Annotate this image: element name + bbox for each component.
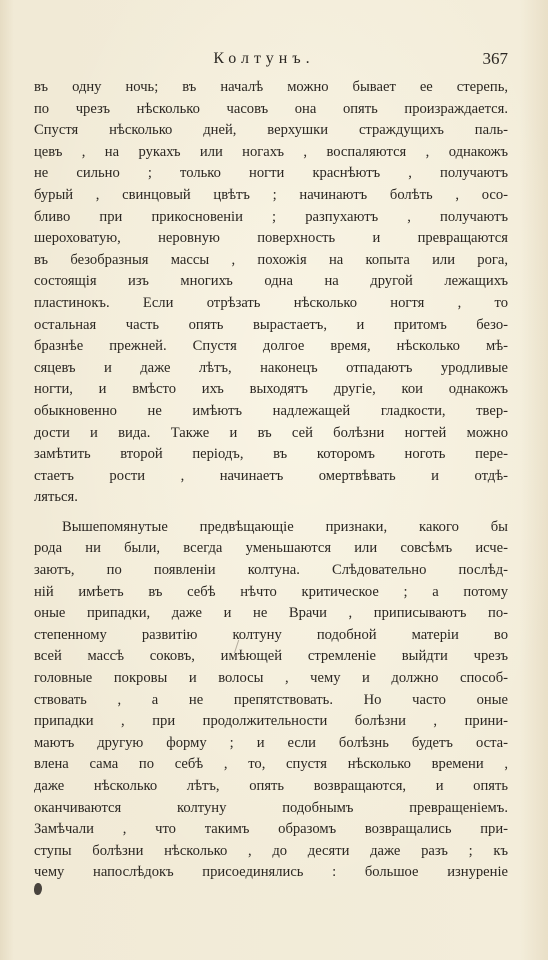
text-line: заютъ, по появленіи колтуна. Слѣдовательно послѣд- — [34, 562, 508, 579]
text-line: въ одну ночь; въ началѣ можно бывает ее стерепь, — [34, 79, 508, 95]
paragraph — [34, 517, 508, 884]
text-line: остальная часть опять вырастаетъ, и притомъ безо- — [34, 316, 508, 333]
text-line: ляться. — [34, 489, 78, 506]
page-number: 367 — [482, 49, 508, 68]
page-header — [20, 50, 508, 74]
text-line: сяцевъ и даже лѣтъ, наконецъ отпадаютъ уродливые — [34, 359, 508, 376]
text-line: головные покровы и волосы , чему и должно способ- — [34, 670, 508, 687]
text-line: маютъ другую форму ; и если болѣзнь будетъ оста- — [34, 734, 508, 751]
text-line: по чрезъ нѣсколько часовъ она опять произраждается. — [34, 100, 508, 117]
text-line: ступы болѣзни нѣсколько , до десяти даже разъ ; къ — [34, 842, 508, 859]
text-line: Вышепомянутые предвѣщающіе признаки, какого бы — [62, 518, 508, 535]
text-line: степенному развитію колтуну подобной матеріи во — [34, 626, 508, 643]
text-line: ній имѣетъ въ себѣ нѣчто критическое ; а потому — [34, 583, 508, 600]
text-line: пластинокъ. Если отрѣзать нѣсколько ногтя , то — [34, 294, 508, 311]
text-line: Замѣчали , что такимъ образомъ возвращались при- — [34, 821, 508, 838]
text-line: всей массѣ соковъ, имѣющей стремленіе выйдти чрезъ — [34, 648, 508, 665]
text-line: бливо при прикосновеніи ; разпухаютъ , получаютъ — [34, 208, 508, 225]
body-text — [34, 77, 508, 884]
text-line: бурый , свинцовый цвѣтъ ; начинаютъ болѣть , осо- — [34, 186, 508, 203]
text-line: стаетъ рости , начинаетъ омертвѣвать и отдѣ- — [34, 467, 508, 484]
text-line: обыкновенно не имѣютъ надлежащей гладкости, твер- — [34, 402, 508, 419]
text-line: шероховатую, неровную поверхность и превращаются — [34, 230, 508, 247]
text-line: влена сама по себѣ , то, спустя нѣсколько времени , — [34, 756, 508, 773]
text-line: въ безобразныя массы , похожія на копыта или рога, — [34, 251, 508, 268]
text-line: ногти, и вмѣсто ихъ выходятъ другіе, кои однакожъ — [34, 381, 508, 398]
text-line: ствовать , а не препятствовать. Но часто оные — [34, 691, 508, 708]
text-line: припадки , при продолжительности болѣзни , прини- — [34, 713, 508, 730]
ink-blot — [34, 883, 42, 895]
text-line: Спустя нѣсколько дней, верхушки страждущихъ паль- — [34, 122, 508, 139]
text-line: рода ни были, всегда уменьшаются или совсѣмъ исче- — [34, 540, 508, 557]
text-line: оканчиваются колтуну подобнымъ превращеніемъ. — [34, 799, 508, 816]
text-line: не сильно ; только ногти краснѣютъ , получаютъ — [34, 165, 508, 182]
text-line: состоящія изъ многихъ одна на другой лежащихъ — [34, 273, 508, 290]
text-line: даже нѣсколько лѣтъ, опять возвращаются, и опять — [34, 778, 508, 794]
text-line: бразнѣе прежней. Спустя долгое время, нѣсколько мѣ- — [34, 338, 508, 355]
paragraph — [34, 77, 508, 509]
text-line: оные припадки, даже и не Врачи , приписываютъ по- — [34, 605, 508, 622]
paragraph-gap — [34, 509, 508, 517]
text-line: цевъ , на рукахъ или ногахъ , воспаляются , однакожъ — [34, 143, 508, 160]
text-line: замѣтить второй періодъ, въ которомъ ноготь пере- — [34, 446, 508, 463]
text-line: чему напослѣдокъ присоединялись : большое изнуреніе — [34, 864, 508, 881]
text-line: дости и вида. Также и въ сей болѣзни ногтей можно — [34, 424, 508, 441]
running-title: Колтунъ. — [213, 50, 315, 67]
